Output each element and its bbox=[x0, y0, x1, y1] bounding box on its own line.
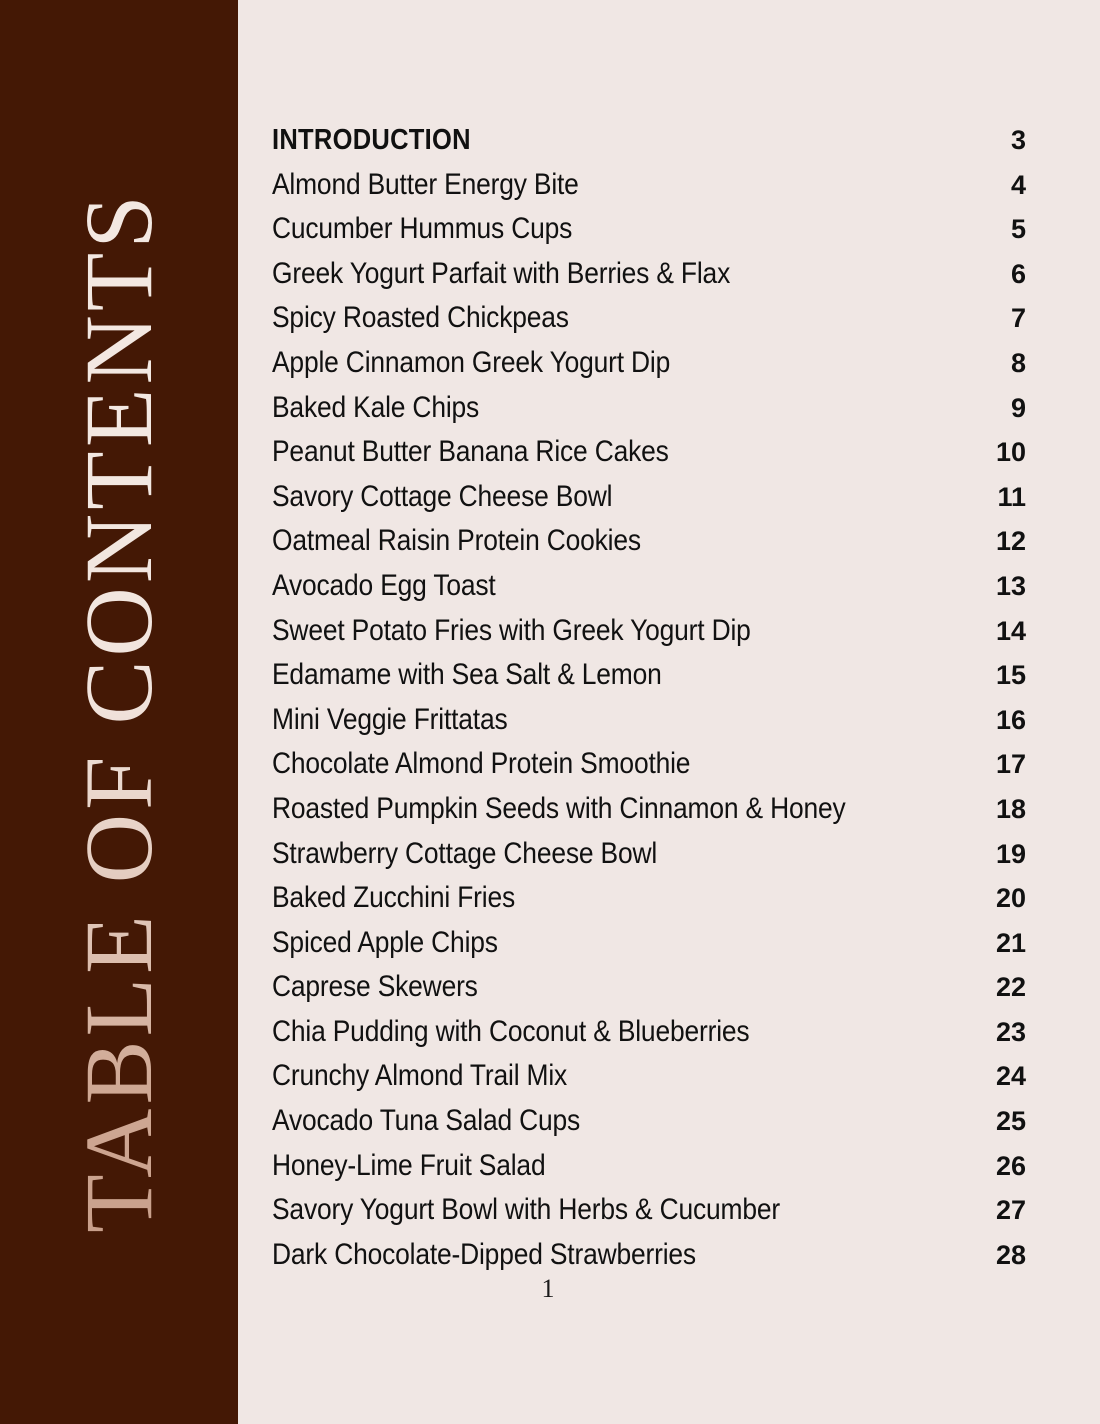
toc-entry-page-number: 7 bbox=[1010, 303, 1026, 334]
toc-entry-page-number: 28 bbox=[995, 1239, 1026, 1270]
toc-entry-label: Sweet Potato Fries with Greek Yogurt Dip bbox=[272, 613, 751, 647]
toc-entry-label: Strawberry Cottage Cheese Bowl bbox=[272, 836, 658, 870]
toc-entry-page-number: 14 bbox=[995, 615, 1026, 646]
toc-entry-page-number: 21 bbox=[995, 927, 1026, 958]
toc-entry-page-number: 23 bbox=[995, 1016, 1026, 1047]
toc-entry-page-number: 5 bbox=[1010, 214, 1026, 245]
toc-entry-page-number: 20 bbox=[995, 883, 1026, 914]
toc-row[interactable] bbox=[272, 252, 1026, 297]
toc-entry-label: Cucumber Hummus Cups bbox=[272, 212, 573, 246]
toc-row[interactable] bbox=[272, 1233, 1026, 1278]
toc-entry-page-number: 25 bbox=[995, 1106, 1026, 1137]
toc-entry-page-number: 24 bbox=[995, 1061, 1026, 1092]
toc-entry-page-number: 11 bbox=[997, 481, 1026, 512]
toc-entry-label: Mini Veggie Frittatas bbox=[272, 702, 508, 736]
toc-entry-label: Almond Butter Energy Bite bbox=[272, 167, 579, 201]
toc-row[interactable] bbox=[272, 1099, 1026, 1144]
toc-row[interactable] bbox=[272, 876, 1026, 921]
sidebar-title-container bbox=[0, 0, 238, 1424]
toc-entry-label: Edamame with Sea Salt & Lemon bbox=[272, 658, 662, 692]
toc-entry-page-number: 13 bbox=[995, 570, 1026, 601]
toc-row[interactable] bbox=[272, 698, 1026, 743]
toc-row[interactable] bbox=[272, 564, 1026, 609]
toc-row[interactable] bbox=[272, 653, 1026, 698]
toc-row[interactable] bbox=[272, 296, 1026, 341]
toc-entry-label: Chia Pudding with Coconut & Blueberries bbox=[272, 1014, 750, 1048]
main-content bbox=[238, 0, 1100, 1424]
toc-entry-label: Avocado Egg Toast bbox=[272, 568, 496, 602]
toc-row[interactable] bbox=[272, 787, 1026, 832]
toc-entry-label: Honey-Lime Fruit Salad bbox=[272, 1148, 546, 1182]
toc-entry-page-number: 18 bbox=[995, 793, 1026, 824]
toc-row[interactable] bbox=[272, 475, 1026, 520]
toc-row[interactable] bbox=[272, 519, 1026, 564]
toc-row[interactable] bbox=[272, 965, 1026, 1010]
toc-entry-page-number: 17 bbox=[995, 749, 1026, 780]
toc-row[interactable] bbox=[272, 1010, 1026, 1055]
sidebar bbox=[0, 0, 238, 1424]
toc-entry-page-number: 4 bbox=[1010, 169, 1026, 200]
toc-entry-label: Crunchy Almond Trail Mix bbox=[272, 1059, 568, 1093]
toc-row[interactable] bbox=[272, 386, 1026, 431]
toc-row[interactable] bbox=[272, 207, 1026, 252]
toc-entry-page-number: 8 bbox=[1010, 347, 1026, 378]
toc-row[interactable] bbox=[272, 742, 1026, 787]
toc-row[interactable] bbox=[272, 163, 1026, 208]
toc-entry-label: Baked Zucchini Fries bbox=[272, 881, 515, 915]
table-of-contents-list bbox=[272, 118, 1026, 1277]
toc-entry-page-number: 12 bbox=[995, 526, 1026, 557]
toc-row[interactable] bbox=[272, 609, 1026, 654]
toc-row[interactable] bbox=[272, 430, 1026, 475]
toc-entry-page-number: 6 bbox=[1010, 258, 1026, 289]
toc-entry-label: Greek Yogurt Parfait with Berries & Flax bbox=[272, 256, 731, 290]
toc-heading-row[interactable] bbox=[272, 118, 1026, 163]
toc-entry-page-number: 3 bbox=[1010, 125, 1026, 155]
toc-entry-label: Peanut Butter Banana Rice Cakes bbox=[272, 435, 669, 469]
toc-entry-label: Chocolate Almond Protein Smoothie bbox=[272, 747, 691, 781]
toc-entry-label: Dark Chocolate-Dipped Strawberries bbox=[272, 1237, 696, 1271]
toc-row[interactable] bbox=[272, 1188, 1026, 1233]
toc-entry-label: Apple Cinnamon Greek Yogurt Dip bbox=[272, 345, 671, 379]
toc-entry-label: Oatmeal Raisin Protein Cookies bbox=[272, 524, 641, 558]
page-title: TABLE OF CONTENTS bbox=[65, 191, 172, 1233]
toc-entry-page-number: 27 bbox=[995, 1195, 1026, 1226]
toc-entry-page-number: 9 bbox=[1010, 392, 1026, 423]
page-folio: 1 bbox=[541, 1274, 555, 1303]
toc-entry-label: INTRODUCTION bbox=[272, 124, 471, 156]
toc-entry-page-number: 26 bbox=[995, 1150, 1026, 1181]
toc-entry-label: Savory Cottage Cheese Bowl bbox=[272, 479, 613, 513]
toc-entry-page-number: 16 bbox=[995, 704, 1026, 735]
toc-entry-label: Spicy Roasted Chickpeas bbox=[272, 301, 569, 335]
toc-row[interactable] bbox=[272, 921, 1026, 966]
toc-entry-page-number: 22 bbox=[995, 972, 1026, 1003]
toc-entry-page-number: 10 bbox=[995, 437, 1026, 468]
toc-row[interactable] bbox=[272, 341, 1026, 386]
toc-entry-label: Avocado Tuna Salad Cups bbox=[272, 1104, 581, 1138]
toc-entry-label: Baked Kale Chips bbox=[272, 390, 480, 424]
toc-entry-page-number: 19 bbox=[995, 838, 1026, 869]
toc-entry-label: Spiced Apple Chips bbox=[272, 925, 498, 959]
toc-entry-label: Savory Yogurt Bowl with Herbs & Cucumber bbox=[272, 1193, 780, 1227]
toc-row[interactable] bbox=[272, 1144, 1026, 1189]
toc-row[interactable] bbox=[272, 1054, 1026, 1099]
toc-entry-label: Caprese Skewers bbox=[272, 970, 478, 1004]
toc-entry-label: Roasted Pumpkin Seeds with Cinnamon & Honey bbox=[272, 791, 846, 825]
toc-row[interactable] bbox=[272, 832, 1026, 877]
toc-entry-page-number: 15 bbox=[995, 660, 1026, 691]
